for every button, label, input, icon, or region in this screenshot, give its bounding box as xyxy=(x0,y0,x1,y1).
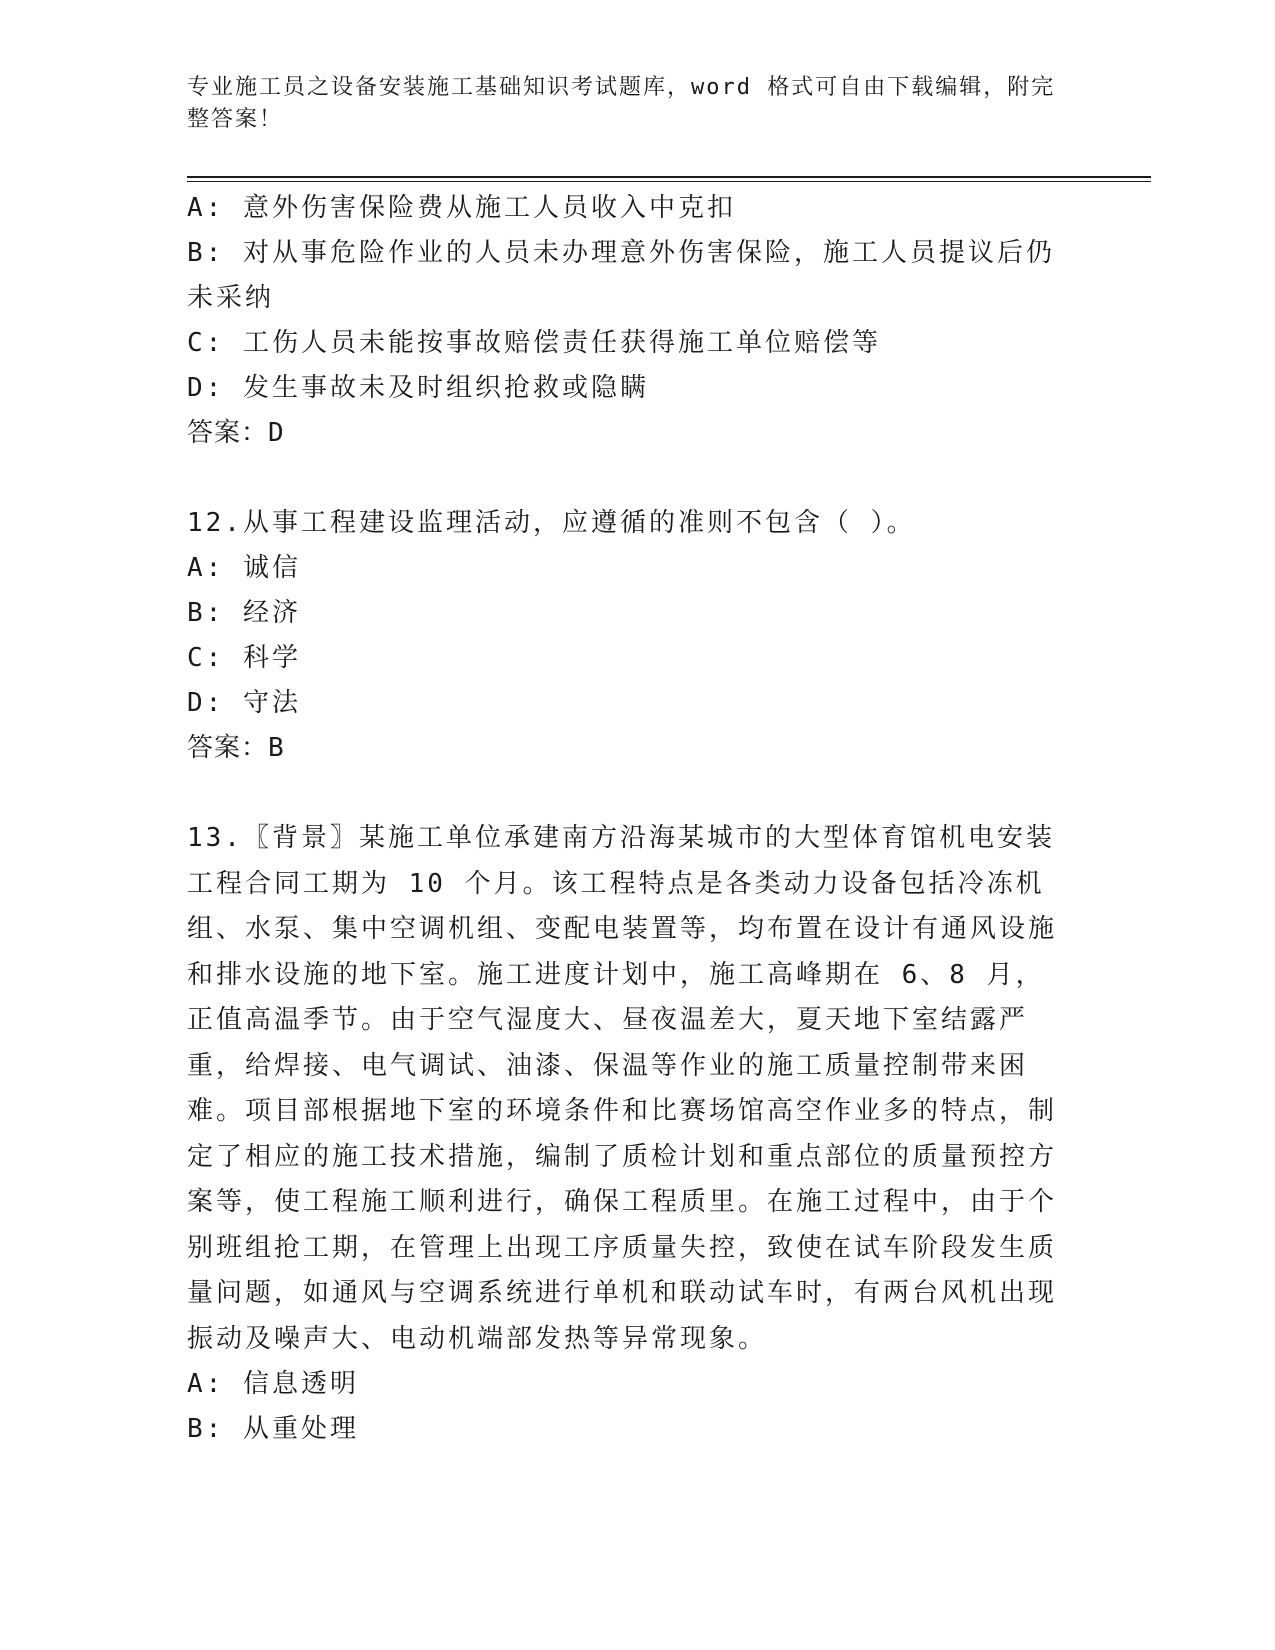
q12-option-b: B: 经济 xyxy=(187,598,301,628)
question-spacer xyxy=(187,771,1067,816)
q12-option-c: C: 科学 xyxy=(187,643,301,673)
header-divider-thin xyxy=(187,181,1151,182)
q12-option-a: A: 诚信 xyxy=(187,553,301,583)
question-11 xyxy=(187,186,1067,456)
question-content xyxy=(187,186,1067,1452)
q13-option-a: A: 信息透明 xyxy=(187,1369,359,1399)
q11-answer: 答案：D xyxy=(187,418,285,448)
q13-option-b: B: 从重处理 xyxy=(187,1414,359,1444)
q12-answer: 答案：B xyxy=(187,733,285,763)
q13-stem: 13.〖背景〗某施工单位承建南方沿海某城市的大型体育馆机电安装工程合同工期为 10 个月。该工程特点是各类动力设备包括冷冻机组、水泵、集中空调机组、变配电装置等，均布置在设计有通风设施和排水设施的地下室。施工进度计划中，施工高峰期在 6、8 月，正值高温季节。由于空气湿度大、昼夜温差大，夏天地下室结露严重，给焊接、电气调试、油漆、保温等作业的施工质量控制带来困难。项目部根据地下室的环境条件和比赛场馆高空作业多的特点，制定了相应的施工技术措施，编制了质检计划和重点部位的质量预控方案等，使工程施工顺利进行，确保工程质里。在施工过程中，由于个别班组抢工期，在管理上出现工序质量失控，致使在试车阶段发生质量问题，如通风与空调系统进行单机和联动试车时，有两台风机出现振动及噪声大、电动机端部发热等异常现象。 xyxy=(187,823,1058,1354)
q12-option-d: D: 守法 xyxy=(187,688,301,718)
question-12 xyxy=(187,501,1067,771)
q11-option-a: A: 意外伤害保险费从施工人员收入中克扣 xyxy=(187,193,736,223)
q11-option-b: B: 对从事危险作业的人员未办理意外伤害保险，施工人员提议后仍未采纳 xyxy=(187,238,1055,313)
q12-stem: 12.从事工程建设监理活动，应遵循的准则不包含（ ）。 xyxy=(187,508,916,538)
document-header-note: 专业施工员之设备安装施工基础知识考试题库，word 格式可自由下载编辑，附完整答案！ xyxy=(187,75,1056,132)
q11-option-c: C: 工伤人员未能按事故赔偿责任获得施工单位赔偿等 xyxy=(187,328,881,358)
header-divider-thick xyxy=(187,176,1151,178)
q11-option-d: D: 发生事故未及时组织抢救或隐瞒 xyxy=(187,373,649,403)
question-spacer xyxy=(187,456,1067,501)
question-13 xyxy=(187,816,1067,1452)
